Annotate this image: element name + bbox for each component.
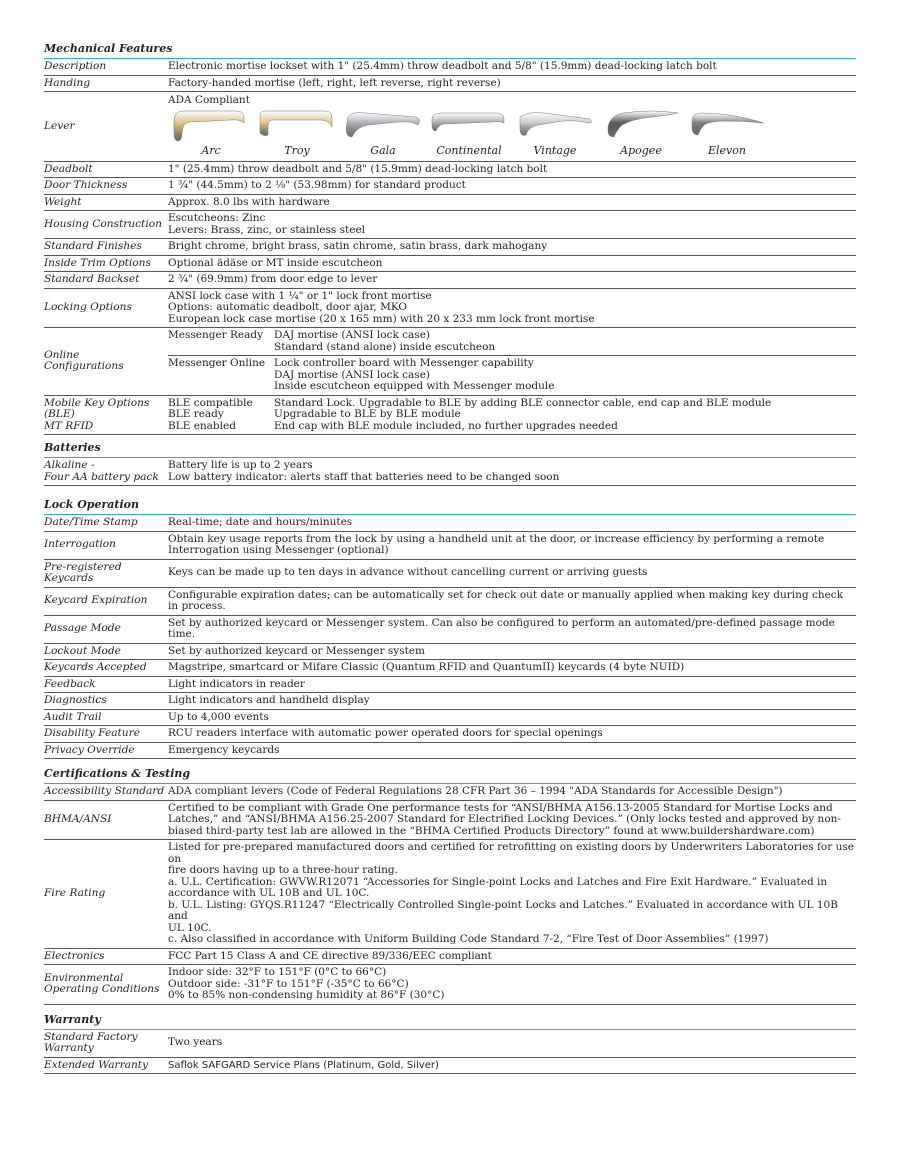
- table-row: [44, 693, 856, 710]
- row-standard-warranty: [44, 1030, 856, 1058]
- lever-handle-icon: [170, 107, 252, 143]
- row-value: Configurable expiration dates; can be automatically set for check out date or manually applied when making key during check in process.: [168, 588, 844, 612]
- row-value: Electronic mortise lockset with 1" (25.4mm) throw deadbolt and 5/8" (15.9mm) dead-locking latch bolt: [168, 60, 717, 72]
- table-row: [44, 710, 856, 727]
- row-label: Handing: [44, 76, 91, 89]
- lever-handle-icon: [600, 107, 682, 143]
- row-label: Extended Warranty: [44, 1058, 149, 1071]
- row-value: Two years: [168, 1036, 223, 1049]
- spec-sheet: [44, 42, 856, 1074]
- row-value: Listed for pre-prepared manufactured doors and certified for retrofitting on existing doors by Underwriters Laboratories for use on fire doors having up to a three-hour rating. a. U.L. Certification: GWVW.R12071 “Accessories for Single-point Locks and Latches and Fire Exit Hardware.” Evaluated in accordance with UL 10B and UL 10C. b. U.L. Listing: GYQS.R11247 “Electrically Controlled Single-point Locks and Latches.” Evaluated in accordance with UL 10B and UL 10C. c. Also classified in accordance with Uniform Building Code Standard 7-2, “Fire Test of Door Assemblies” (1997): [168, 841, 854, 945]
- row-backset: [44, 272, 856, 289]
- row-deadbolt: [44, 162, 856, 179]
- row-label: Standard Finishes: [44, 240, 142, 252]
- row-weight: [44, 195, 856, 212]
- row-label: Environmental Operating Conditions: [44, 971, 160, 996]
- table-row: [44, 560, 856, 588]
- section-title-mechanical: Mechanical Features: [44, 42, 856, 59]
- row-lever: [44, 92, 856, 162]
- row-value: Emergency keycards: [168, 743, 280, 756]
- row-label: Mobile Key Options (BLE) MT RFID: [44, 396, 150, 432]
- row-label: Electronics: [44, 949, 105, 962]
- section-title-certifications: Certifications & Testing: [44, 767, 856, 784]
- row-label: Keycard Expiration: [44, 594, 148, 607]
- online-subrow: [168, 328, 856, 355]
- subrow-key: Messenger Ready: [168, 329, 264, 341]
- table-row: [44, 616, 856, 644]
- lever-arc: [168, 107, 254, 157]
- row-value: RCU readers interface with automatic power operated doors for special openings: [168, 727, 603, 739]
- row-door-thickness: [44, 178, 856, 195]
- row-housing: [44, 211, 856, 239]
- table-row: [44, 644, 856, 661]
- lever-elevon: [684, 107, 770, 157]
- row-label: Housing Construction: [44, 217, 162, 230]
- row-label: Weight: [44, 195, 82, 208]
- lever-apogee: [598, 107, 684, 157]
- row-value: 1 ¾" (44.5mm) to 2 ⅛" (53.98mm) for standard product: [168, 179, 466, 191]
- row-label: Lockout Mode: [44, 644, 121, 657]
- row-value: FCC Part 15 Class A and CE directive 89/336/EEC compliant: [168, 949, 492, 962]
- section-title-warranty: Warranty: [44, 1013, 856, 1030]
- table-row: [44, 515, 856, 532]
- row-label: Lever: [44, 119, 75, 132]
- row-value: [168, 396, 856, 435]
- row-label: Diagnostics: [44, 694, 107, 706]
- lever-handle-icon: [686, 107, 768, 143]
- row-label: Standard Factory Warranty: [44, 1030, 138, 1054]
- row-label: Audit Trail: [44, 710, 102, 723]
- mobile-values: Standard Lock. Upgradable to BLE by adding BLE connector cable, end cap and BLE module Upgradable to BLE by BLE module End cap with BLE module included, no further upgrades needed: [274, 396, 772, 432]
- row-alkaline: [44, 458, 856, 486]
- row-value: Set by authorized keycard or Messenger system. Can also be configured to perform an automated/pre-defined passage mode time.: [168, 616, 835, 640]
- section-title-batteries: Batteries: [44, 441, 856, 458]
- lever-list: [168, 111, 856, 157]
- row-label: Privacy Override: [44, 743, 135, 756]
- row-label: Alkaline - Four AA battery pack: [44, 459, 159, 483]
- row-value: Bright chrome, bright brass, satin chrome, satin brass, dark mahogany: [168, 240, 548, 252]
- row-value: Battery life is up to 2 years Low battery indicator: alerts staff that batteries need to be changed soon: [168, 459, 560, 483]
- row-value: Factory-handed mortise (left, right, left reverse, right reverse): [168, 76, 501, 89]
- row-value: Up to 4,000 events: [168, 710, 269, 723]
- table-row: [44, 588, 856, 616]
- row-value: Optional ädäse or MT inside escutcheon: [168, 256, 383, 269]
- table-row: [44, 949, 856, 966]
- row-label: Online Configurations: [44, 348, 124, 373]
- lever-name: Vintage: [533, 144, 577, 157]
- row-label: BHMA/ANSI: [44, 813, 112, 825]
- row-label: Disability Feature: [44, 727, 140, 739]
- row-label: Door Thickness: [44, 179, 128, 191]
- row-value: Light indicators and handheld display: [168, 694, 370, 706]
- mobile-keys: BLE compatible BLE ready BLE enabled: [168, 396, 253, 432]
- row-value: Real-time; date and hours/minutes: [168, 516, 353, 528]
- row-label: Fire Rating: [44, 887, 106, 899]
- subrow-value: Lock controller board with Messenger capability DAJ mortise (ANSI lock case) Inside escutcheon equipped with Messenger module: [274, 357, 555, 392]
- certification-rows: [44, 784, 856, 1005]
- row-label: Description: [44, 60, 107, 72]
- row-description: [44, 59, 856, 76]
- row-handing: [44, 76, 856, 93]
- row-value: 1" (25.4mm) throw deadbolt and 5/8" (15.9mm) dead-locking latch bolt: [168, 162, 548, 175]
- row-value: Approx. 8.0 lbs with hardware: [168, 195, 330, 208]
- row-inside-trim: [44, 256, 856, 273]
- table-row: [44, 743, 856, 760]
- row-value: Indoor side: 32°F to 151°F (0°C to 66°C) Outdoor side: -31°F to 151°F (-35°C to 66°C) 0% to 85% non-condensing humidity at 86°F (30°C): [168, 966, 445, 1001]
- table-row: [44, 532, 856, 560]
- table-row: [44, 801, 856, 841]
- row-value: ANSI lock case with 1 ¼" or 1" lock front mortise Options: automatic deadbolt, door ajar, MKO European lock case mortise (20 x 165 mm) with 20 x 233 mm lock front mortise: [168, 289, 595, 325]
- row-value: Keys can be made up to ten days in advance without cancelling current or arriving guests: [168, 566, 648, 579]
- row-label: Feedback: [44, 677, 96, 690]
- lever-name: Apogee: [620, 144, 662, 157]
- row-label: Passage Mode: [44, 622, 121, 635]
- row-value: Saflok SAFGARD Service Plans (Platinum, Gold, Silver): [168, 1059, 439, 1071]
- row-label: Interrogation: [44, 538, 116, 551]
- subrow-value: DAJ mortise (ANSI lock case) Standard (stand alone) inside escutcheon: [274, 329, 496, 353]
- lever-handle-icon: [514, 107, 596, 143]
- lever-gala: [340, 107, 426, 157]
- lever-name: Arc: [201, 144, 221, 157]
- lever-handle-icon: [256, 107, 338, 143]
- online-subtable: [168, 328, 856, 395]
- lever-name: Gala: [370, 144, 396, 157]
- lever-troy: [254, 107, 340, 157]
- lever-vintage: [512, 107, 598, 157]
- ada-note: ADA Compliant: [168, 94, 250, 106]
- online-subrow: [168, 355, 856, 395]
- row-mobile-key: [44, 396, 856, 436]
- lever-name: Troy: [284, 144, 310, 157]
- table-row: [44, 840, 856, 949]
- row-value: 2 ¾" (69.9mm) from door edge to lever: [168, 273, 378, 285]
- lever-continental: [426, 107, 512, 157]
- table-row: [44, 677, 856, 694]
- row-value: Magstripe, smartcard or Mifare Classic (Quantum RFID and QuantumII) keycards (4 byte NUID): [168, 661, 685, 673]
- table-row: [44, 726, 856, 743]
- section-title-lock-operation: Lock Operation: [44, 498, 856, 515]
- row-label: Pre-registered Keycards: [44, 560, 122, 584]
- lever-name: Continental: [436, 144, 502, 157]
- row-label: Keycards Accepted: [44, 661, 147, 673]
- row-value: Certified to be compliant with Grade One performance tests for “ANSI/BHMA A156.13-2005 Standard for Mortise Locks and Latches,” and “ANSI/BHMA A156.25-2007 Standard for Electrified Locking Devices.” (Only locks tested and approved by non- biased third-party test lab are allowed in the “BHMA Certified Products Directory” found at www.buildershardware.com): [168, 801, 841, 837]
- lever-handle-icon: [342, 107, 424, 143]
- subrow-key: Messenger Online: [168, 357, 266, 369]
- row-online: [44, 328, 856, 396]
- row-label: Deadbolt: [44, 162, 93, 175]
- lever-name: Elevon: [708, 144, 746, 157]
- lever-handle-icon: [428, 107, 510, 143]
- lock-operation-rows: [44, 515, 856, 759]
- table-row: [44, 784, 856, 801]
- row-value: Escutcheons: Zinc Levers: Brass, zinc, or stainless steel: [168, 212, 366, 236]
- row-label: Locking Options: [44, 301, 132, 313]
- lever-gallery: [168, 92, 856, 161]
- row-value: Set by authorized keycard or Messenger system: [168, 644, 425, 657]
- row-label: Inside Trim Options: [44, 256, 151, 269]
- row-value: ADA compliant levers (Code of Federal Regulations 28 CFR Part 36 – 1994 "ADA Standards for Accessible Design"): [168, 785, 783, 797]
- row-label: Date/Time Stamp: [44, 516, 138, 528]
- table-row: [44, 660, 856, 677]
- row-label: Standard Backset: [44, 273, 140, 285]
- row-value: Obtain key usage reports from the lock by using a handheld unit at the door, or increase efficiency by performing a remote Interrogation using Messenger (optional): [168, 532, 825, 556]
- row-value: Light indicators in reader: [168, 677, 305, 690]
- row-extended-warranty: [44, 1058, 856, 1075]
- row-label: Accessibility Standard: [44, 785, 165, 797]
- row-finishes: [44, 239, 856, 256]
- row-locking: [44, 289, 856, 329]
- table-row: [44, 965, 856, 1005]
